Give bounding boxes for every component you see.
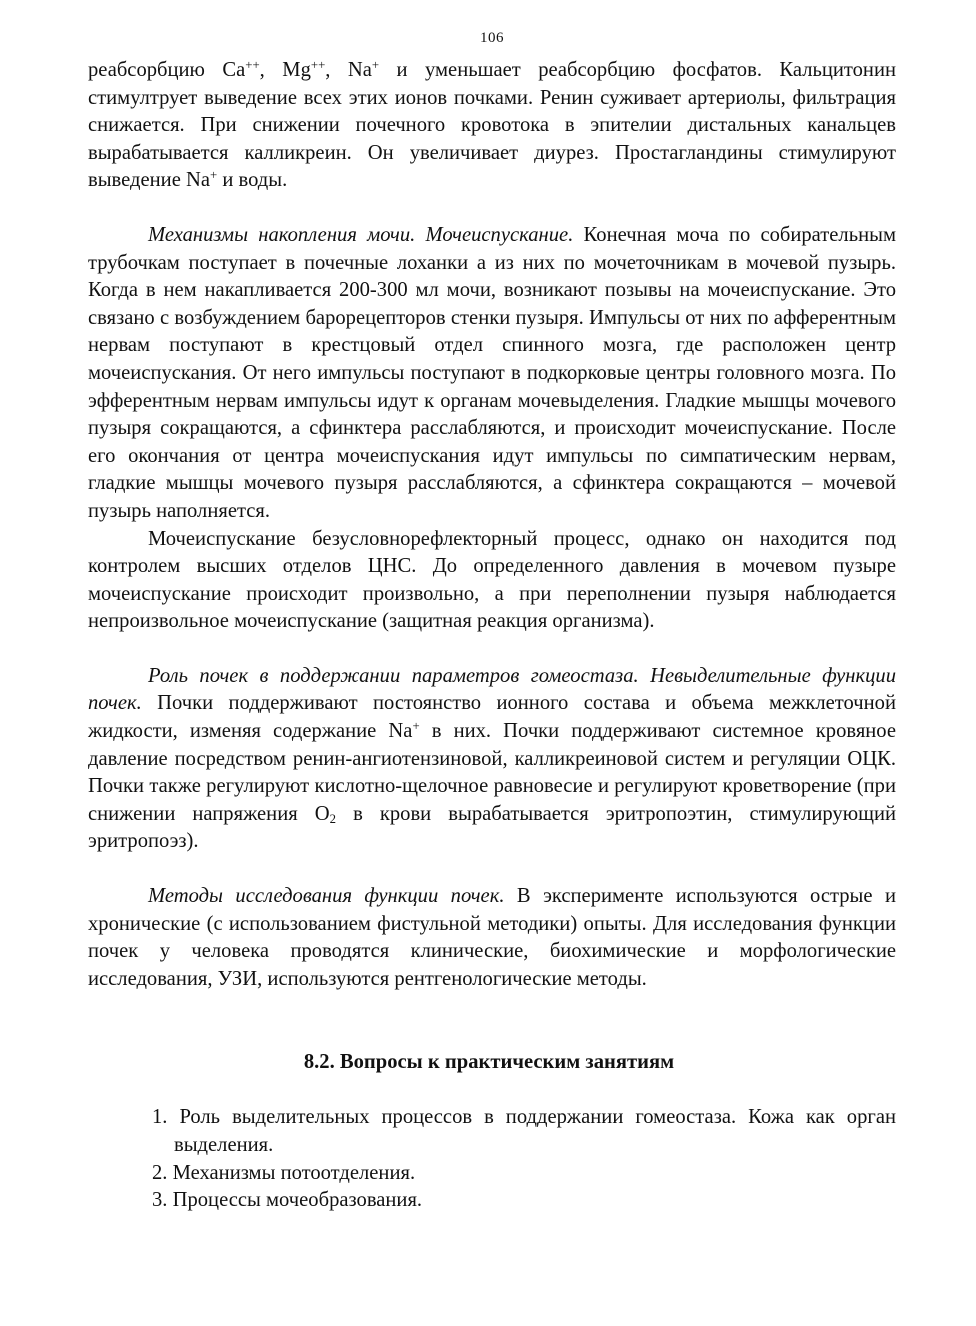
section-title: 8.2. Вопросы к практическим занятиям xyxy=(303,1051,675,1074)
text-run: Почки поддерживают постоянство ионного состава и объема межклеточной жидкости, изменяя содержание Na xyxy=(88,692,896,743)
italic-heading: Механизмы накопления мочи. Мочеиспускание. xyxy=(148,223,574,246)
page-number: 106 xyxy=(480,30,504,46)
italic-heading: Методы исследования функции почек. xyxy=(148,885,505,908)
text-run: В эксперименте используются острые и хронические (с использованием фистульной методики) опыты. Для исследования функции почек у человека проводятся клинические, биохимические и морфологические исследования, УЗИ, используются рентгенологические методы. xyxy=(88,885,896,990)
document-page xyxy=(88,30,896,1215)
text-run: , Mg xyxy=(259,59,311,81)
text-run: и воды. xyxy=(217,169,288,192)
text-run: Конечная моча по собирательным трубочкам поступает в почечные лоханки а из них по мочеточникам в мочевой пузырь. Когда в нем накапливается 200-300 мл мочи, возникают позывы на мочеиспускание. Это связано с возбуждением барорецепторов стенки пузыря. Импульсы от них по афферентным нервам поступают в крестцовый отдел спинного мозга, где расположен центр мочеиспускания. От него импульсы поступают в подкорковые центры головного мозга. По эфферентным нервам импульсы идут к органам мочевыделения. Гладкие мышцы мочевого пузыря сокращаются, а сфинктера расслабляются, и происходит мочеиспускание. После его окончания от центра мочеиспускания идут импульсы по симпатическим нервам, гладкие мышцы мочевого пузыря расслабляются, а сфинктера сокращаются – мочевой пузырь наполняется. xyxy=(88,223,896,522)
superscript: ++ xyxy=(310,57,326,72)
superscript: + xyxy=(210,168,218,183)
paragraph-urine-accumulation xyxy=(88,222,896,526)
questions-list xyxy=(88,1104,896,1214)
superscript: + xyxy=(412,719,420,734)
list-item: 1. Роль выделительных процессов в поддержании гомеостаза. Кожа как орган выделения. xyxy=(152,1106,896,1156)
paragraph-ion-reabsorption xyxy=(88,57,896,195)
list-item: 2. Механизмы потоотделения. xyxy=(152,1161,416,1184)
subscript: 2 xyxy=(329,812,337,827)
paragraph-kidney-homeostasis xyxy=(88,663,896,856)
paragraph-urination-control: Мочеиспускание безусловнорефлекторный процесс, однако он находится под контролем высших отделов ЦНС. До определенного давления в мочевом пузыре мочеиспускание происходит произвольно, а при переполнении пузыря наблюдается непроизвольное мочеиспускание (защитная реакция организма). xyxy=(88,527,896,633)
text-run: , Na xyxy=(325,59,372,81)
text-run: в крови вырабатывается эритропоэтин, стимулирующий эритропоэз). xyxy=(88,802,896,853)
text-run: и уменьшает реабсорбцию фосфатов. Кальцитонин стимултрует выведение всех этих ионов почками. Ренин суживает артериолы, фильтрация снижается. При снижении почечного кровотока в эпителии дистальных канальцев вырабатывается калликреин. Он увеличивает диурез. Простагландины стимулируют выведение Na xyxy=(88,59,896,192)
text-run: в них. Почки поддерживают системное кровяное давление посредством ренин-ангиотензиновой, калликреиновой систем и регуляции ОЦК. Почки также регулируют кислотно-щелочное равновесие и регулируют кроветворение (при снижении напряжения O xyxy=(88,720,896,825)
paragraph-kidney-methods xyxy=(88,883,896,993)
superscript: ++ xyxy=(245,57,260,72)
italic-heading: Роль почек в поддержании параметров гомеостаза. Невыделительные функции почек. xyxy=(88,664,896,715)
list-item: 3. Процессы мочеобразования. xyxy=(152,1189,423,1212)
superscript: + xyxy=(371,57,380,72)
text-run: реабсорбцию Ca xyxy=(88,59,246,81)
